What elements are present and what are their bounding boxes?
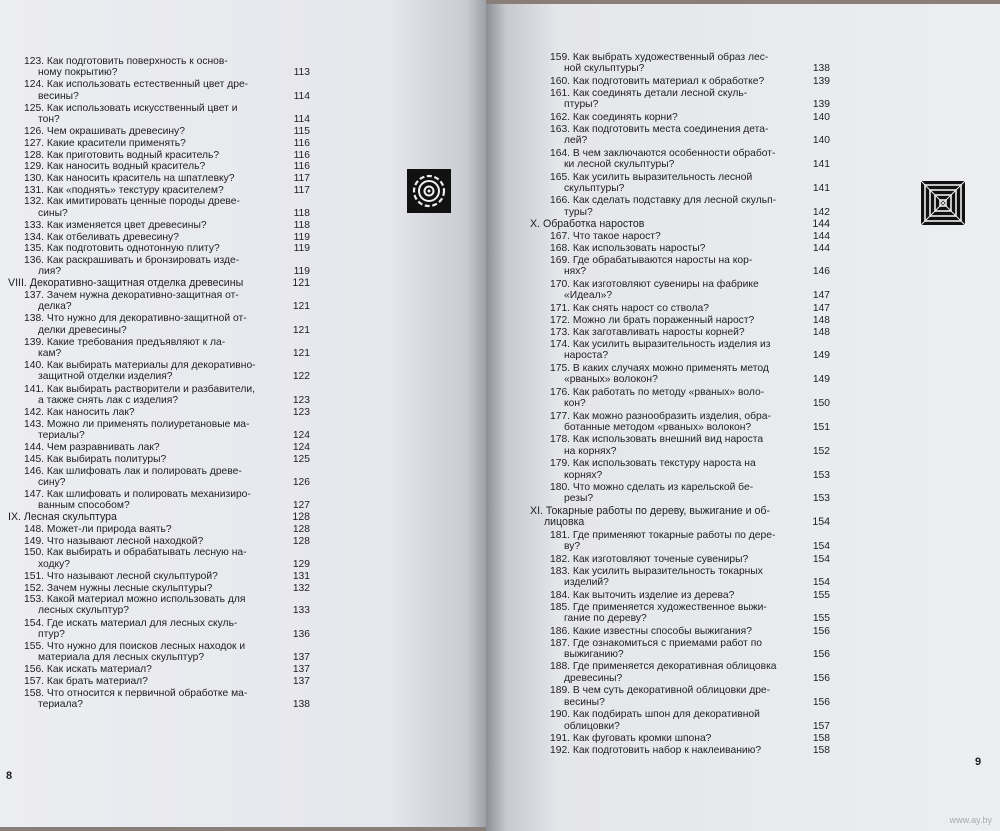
toc-page-number: 127 [292,500,310,512]
toc-entry-title: 153. Какой материал можно использовать для [24,594,246,606]
toc-entry [550,88,830,111]
toc-entry [550,363,830,386]
toc-entry-title: 175. В каких случаях можно применять метод [550,362,769,374]
toc-page-number: 116 [293,161,310,173]
toc-page-number: 136 [292,628,310,640]
toc-entry-title: 187. Где ознакомиться с приемами работ по [550,637,762,649]
toc-entry-title: 158. Что относится к первичной обработке ма- [24,687,248,699]
toc-section [8,512,310,523]
toc-entry-title: 152. Зачем нужны лесные скульптуры? [24,582,213,594]
toc-entry [24,407,310,418]
toc-entry-continuation: ву? [564,541,581,553]
toc-entry [24,384,310,407]
toc-entry-continuation: сину? [38,476,66,488]
toc-entry-continuation: кам? [38,348,62,360]
toc-entry-continuation: нароста? [564,350,609,362]
toc-entry-continuation: гание по дереву? [564,612,647,624]
toc-entry [24,583,310,594]
toc-entry-title: 156. Как искать материал? [24,664,152,676]
toc-entry [24,676,310,687]
toc-entry-continuation: птур? [38,628,65,640]
toc-entry [24,126,310,137]
toc-entry [24,243,310,254]
toc-page-number: 150 [812,397,830,409]
toc-page-number: 148 [812,314,830,326]
toc-page-number: 128 [292,524,310,535]
toc-entry-title: 179. Как использовать текстуру нароста на [550,458,756,470]
toc-page-number: 153 [812,493,830,505]
toc-entry [550,685,830,708]
toc-entry-title: 134. Как отбеливать древесину? [24,231,179,243]
toc-entry-title: 149. Что называют лесной находкой? [24,535,204,547]
toc-entry-title: 186. Какие известны способы выжигания? [550,625,752,637]
toc-entry [24,489,310,512]
toc-entry-continuation: ходку? [38,558,71,570]
toc-entry-title: 184. Как выточить изделие из дерева? [550,589,735,601]
toc-entry-title: 178. Как использовать внешний вид нароста [550,434,764,446]
toc-page-number: 117 [293,173,310,184]
toc-entry-title: 165. Как усилить выразительность лесной [550,171,753,183]
toc-page-number: 124 [292,442,310,454]
toc-page-number: 119 [293,266,310,278]
toc-entry-continuation: облицовки? [564,720,620,732]
toc-entry-continuation: ванным способом? [38,500,130,512]
toc-entry [24,641,310,664]
toc-page-number: 121 [292,277,310,290]
toc-entry-continuation: корнях? [564,469,603,481]
toc-page-number: 125 [292,453,310,465]
toc-entry [24,150,310,161]
toc-entry-continuation: териалы? [38,429,85,441]
toc-entry [24,337,310,360]
toc-entry-title: 189. В чем суть декоративной облицовки дре- [550,685,771,697]
toc-entry-continuation: лей? [564,134,588,146]
toc-entry [24,232,310,243]
toc-entry [24,196,310,219]
toc-entry-title: 174. Как усилить выразительность изделия из [550,338,771,350]
toc-entry-title: 180. Что можно сделать из карельской бе- [550,482,754,494]
toc-page-number: 157 [812,720,830,732]
toc-page-number: 158 [812,745,830,757]
toc-entry-continuation: ки лесной скульптуры? [564,158,675,170]
toc-entry-continuation: териала? [38,699,83,711]
toc-page-number: 149 [812,350,830,362]
toc-entry [550,411,830,434]
toc-entry [550,566,830,589]
toc-entry [550,148,830,171]
toc-entry-title: 154. Где искать материал для лесных скуль- [24,617,238,629]
toc-entry-continuation: на корнях? [564,445,617,457]
toc-entry [24,313,310,336]
toc-entry [24,664,310,675]
toc-page-number: 118 [293,207,310,219]
toc-entry [550,339,830,362]
toc-section [530,219,830,230]
toc-entry-title: 190. Как подбирать шпон для декоративной [550,709,760,721]
toc-entry [550,112,830,123]
toc-entry-continuation: лия? [38,266,62,278]
toc-page-number: 139 [812,75,830,87]
toc-entry-title: 137. Зачем нужна декоративно-защитная от- [24,290,239,301]
toc-page-number: 156 [812,648,830,660]
toc-page-number: 119 [293,231,310,243]
toc-entry-title: 124. Как использовать естественный цвет дре- [24,79,249,91]
toc-entry-continuation: «рваных» волокон? [564,373,658,385]
toc-page-number: 139 [812,99,830,111]
toc-entry [24,442,310,453]
toc-entry [24,536,310,547]
toc-page-number: 147 [812,290,830,302]
toc-entry-continuation: делки древесины? [38,324,127,336]
toc-entry-title: 188. Где применяется декоративная облицовка [550,661,777,673]
toc-page-number: 114 [293,114,310,126]
toc-page-number: 132 [292,582,310,594]
left-page [0,0,486,827]
toc-section [8,278,310,289]
toc-entry [24,524,310,535]
toc-page-number: 140 [812,134,830,146]
toc-entry-title: 140. Как выбирать материалы для декоративно- [24,360,256,372]
toc-entry-title: 141. Как выбирать растворители и разбавители, [24,383,255,395]
toc-page-number: 155 [812,612,830,624]
toc-page-number: 146 [812,266,830,278]
toc-entry [24,618,310,641]
toc-page-number: 126 [292,476,310,488]
toc-entry-title: 125. Как использовать искусственный цвет и [24,102,238,114]
toc-entry-title: 169. Где обрабатываются наросты на кор- [550,255,753,267]
toc-page-number: 144 [812,218,830,231]
toc-page-number: 138 [812,63,830,75]
toc-entry [24,454,310,465]
toc-page-number: 138 [292,699,310,711]
square-ornament-icon [921,181,965,225]
toc-entry-continuation: резы? [564,493,594,505]
toc-page-number: 128 [292,535,310,547]
toc-entry [550,195,830,218]
toc-entry-title: 164. В чем заключаются особенности обработ- [550,147,776,159]
toc-page-number: 152 [812,445,830,457]
toc-entry-continuation: а также снять лак с изделия? [38,394,179,406]
toc-page-number: 116 [293,137,310,149]
toc-entry [550,52,830,75]
toc-entry [24,594,310,617]
toc-entry-title: 166. Как сделать подставку для лесной скульп- [550,195,777,207]
toc-entry-continuation: птуры? [564,99,599,111]
toc-entry-title: 171. Как снять нарост со ствола? [550,302,709,314]
toc-entry-title: 132. Как имитировать ценные породы древе- [24,196,240,208]
toc-entry [550,554,830,565]
toc-entry-title: 130. Как наносить краситель на шпатлевку? [24,173,235,184]
toc-entry-title: 183. Как усилить выразительность токарных [550,565,763,577]
toc-entry [550,243,830,254]
toc-entry-continuation: весины? [564,696,605,708]
toc-page-number: 119 [293,243,310,255]
toc-entry [24,419,310,442]
toc-entry-continuation: лесных скульптур? [38,605,129,617]
toc-entry-continuation: «Идеал»? [564,290,613,302]
toc-entry-title: 170. Как изготовляют сувениры на фабрике [550,279,759,291]
toc-entry-title: 185. Где применяется художественное выжи- [550,601,767,613]
toc-entry-title: 143. Можно ли применять полиуретановые ма- [24,418,250,430]
toc-entry [24,360,310,383]
toc-page-number: 113 [293,67,310,79]
toc-page-number: 153 [812,469,830,481]
toc-entry-title: 133. Как изменяется цвет древесины? [24,219,207,231]
toc-page-number: 122 [292,371,310,383]
toc-entry-title: 162. Как соединять корни? [550,111,678,123]
toc-entry-continuation: ной скульптуры? [564,63,645,75]
toc-entry-title: 177. Как можно разнообразить изделия, обра- [550,410,771,422]
toc-entry-title: 168. Как использовать наросты? [550,243,706,255]
toc-entry [24,290,310,313]
toc-entry-title: 142. Как наносить лак? [24,407,135,418]
toc-section [530,506,830,529]
toc-page-number: 114 [293,90,310,102]
toc-page-number: 155 [812,589,830,601]
toc-entry [24,173,310,184]
toc-entry [24,138,310,149]
toc-page-number: 144 [812,231,830,243]
toc-entry-title: 126. Чем окрашивать древесину? [24,126,185,138]
toc-entry-title: 139. Какие требования предъявляют к ла- [24,336,226,348]
toc-page-number: 123 [292,407,310,418]
toc-entry-title: 160. Как подготовить материал к обработке? [550,75,765,87]
toc-entry-title: X. Обработка наростов [530,219,645,231]
toc-page-number: 156 [812,625,830,637]
toc-entry [550,733,830,744]
toc-entry [24,688,310,711]
toc-entry-title: 150. Как выбирать и обрабатывать лесную на- [24,547,247,559]
toc-entry [550,530,830,553]
toc-entry-title: 192. Как подготовить набор к наклеиванию? [550,745,762,757]
toc-entry [24,79,310,102]
toc-entry-title: 145. Как выбирать политуры? [24,453,167,465]
page-number-right: 9 [975,756,982,768]
toc-entry [24,547,310,570]
toc-page-number: 158 [812,733,830,745]
toc-page-number: 121 [292,301,310,313]
toc-entry-continuation: лицовка [544,517,585,529]
toc-page-number: 154 [812,577,830,589]
toc-entry-title: 147. Как шлифовать и полировать механизиро- [24,488,251,500]
toc-entry [550,626,830,637]
toc-entry-title: 176. Как работать по методу «рваных» воло- [550,386,765,398]
toc-entry-continuation: материала для лесных скульптур? [38,652,205,664]
toc-entry-title: XI. Токарные работы по дереву, выжигание и об- [530,506,770,518]
toc-entry-title: 144. Чем разравнивать лак? [24,442,160,454]
toc-page-number: 131 [292,570,310,582]
page-number-left: 8 [6,770,13,782]
toc-entry [550,482,830,505]
toc-entry-title: VIII. Декоративно-защитная отделка древесины [8,278,244,290]
toc-entry-continuation: весины? [38,90,79,102]
toc-page-number: 123 [292,394,310,406]
toc-page-number: 156 [812,696,830,708]
toc-entry [550,387,830,410]
toc-page-number: 141 [812,182,830,194]
toc-entry [24,56,310,79]
toc-page-number: 144 [812,243,830,255]
toc-entry-title: 182. Как изготовляют точеные сувениры? [550,553,749,565]
toc-entry-title: 123. Как подготовить поверхность к основ- [24,56,228,67]
left-toc [0,0,486,827]
toc-entry [550,231,830,242]
toc-page-number: 149 [812,373,830,385]
toc-entry [24,255,310,278]
watermark: www.ay.by [949,815,992,825]
toc-page-number: 137 [292,664,310,676]
toc-entry-title: 167. Что такое нарост? [550,231,661,243]
toc-entry-title: 159. Как выбрать художественный образ лес- [550,52,769,63]
toc-entry-continuation: кон? [564,397,586,409]
toc-entry [550,255,830,278]
toc-entry-title: 157. Как брать материал? [24,676,148,688]
toc-entry-continuation: ному покрытию? [38,67,118,79]
toc-entry-title: 138. Что нужно для декоративно-защитной от- [24,313,247,325]
toc-page-number: 140 [812,111,830,123]
toc-entry [550,434,830,457]
toc-page-number: 137 [292,652,310,664]
toc-entry-title: 155. Что нужно для поисков лесных находок и [24,641,246,652]
toc-page-number: 137 [292,676,310,688]
toc-page-number: 141 [812,158,830,170]
toc-entry-title: 181. Где применяют токарные работы по дере- [550,530,776,541]
toc-entry [550,745,830,756]
toc-page-number: 124 [292,429,310,441]
toc-entry [24,185,310,196]
toc-entry [550,709,830,732]
toc-entry-continuation: туры? [564,206,593,218]
toc-page-number: 154 [812,553,830,565]
toc-page-number: 121 [292,348,310,360]
toc-entry-title: 128. Как приготовить водный краситель? [24,149,220,161]
toc-entry-continuation: сины? [38,207,68,219]
toc-entry-title: 129. Как наносить водный краситель? [24,161,206,173]
toc-entry-continuation: делка? [38,301,72,313]
toc-entry-continuation: нях? [564,266,587,278]
toc-entry [24,220,310,231]
toc-entry-title: 131. Как «поднять» текстуру красителем? [24,184,224,196]
toc-entry [550,590,830,601]
toc-page-number: 116 [293,149,310,161]
toc-entry-continuation: выжиганию? [564,648,624,660]
toc-page-number: 133 [292,605,310,617]
toc-entry [24,571,310,582]
toc-page-number: 129 [292,558,310,570]
toc-entry [550,327,830,338]
toc-entry [550,124,830,147]
toc-page-number: 117 [293,184,310,196]
toc-entry [550,76,830,87]
toc-page-number: 154 [812,541,830,553]
toc-page-number: 115 [293,126,310,138]
toc-entry-continuation: тон? [38,114,60,126]
toc-entry-title: 173. Как заготавливать наросты корней? [550,326,745,338]
toc-page-number: 156 [812,672,830,684]
toc-entry-title: 191. Как фуговать кромки шпона? [550,733,712,745]
toc-entry [550,602,830,625]
toc-entry-continuation: защитной отделки изделия? [38,371,173,383]
toc-entry [550,315,830,326]
toc-entry-title: IX. Лесная скульптура [8,512,117,524]
toc-entry-title: 161. Как соединять детали лесной скуль- [550,87,748,99]
toc-entry-title: 127. Какие красители применять? [24,137,186,149]
toc-entry-title: 136. Как раскрашивать и бронзировать изде- [24,254,240,266]
toc-page-number: 142 [812,206,830,218]
toc-entry-continuation: скульптуры? [564,182,625,194]
toc-entry-continuation: изделий? [564,577,609,589]
toc-entry-continuation: древесины? [564,672,623,684]
toc-entry [24,103,310,126]
toc-page-number: 151 [812,421,830,433]
toc-entry-title: 151. Что называют лесной скульптурой? [24,570,218,582]
toc-entry-title: 172. Можно ли брать пораженный нарост? [550,314,755,326]
toc-entry [550,303,830,314]
right-page [486,4,1000,831]
toc-entry [550,638,830,661]
toc-entry [550,661,830,684]
right-toc [486,4,1000,831]
toc-entry [24,466,310,489]
toc-page-number: 128 [292,511,310,524]
toc-page-number: 147 [812,302,830,314]
toc-entry-title: 148. Может-ли природа ваять? [24,524,172,535]
toc-entry [550,279,830,302]
toc-entry [550,172,830,195]
toc-page-number: 148 [812,326,830,338]
toc-entry-title: 163. Как подготовить места соединения дета- [550,123,769,135]
toc-entry-continuation: ботанные методом «рваных» волокон? [564,421,752,433]
toc-entry-title: 146. Как шлифовать лак и полировать древе- [24,465,242,477]
toc-entry-title: 135. Как подготовить однотонную плиту? [24,243,220,255]
toc-entry [550,458,830,481]
flower-ornament-icon [407,169,451,213]
toc-page-number: 118 [293,219,310,231]
toc-page-number: 154 [812,516,830,529]
toc-entry [24,161,310,172]
toc-page-number: 121 [292,324,310,336]
